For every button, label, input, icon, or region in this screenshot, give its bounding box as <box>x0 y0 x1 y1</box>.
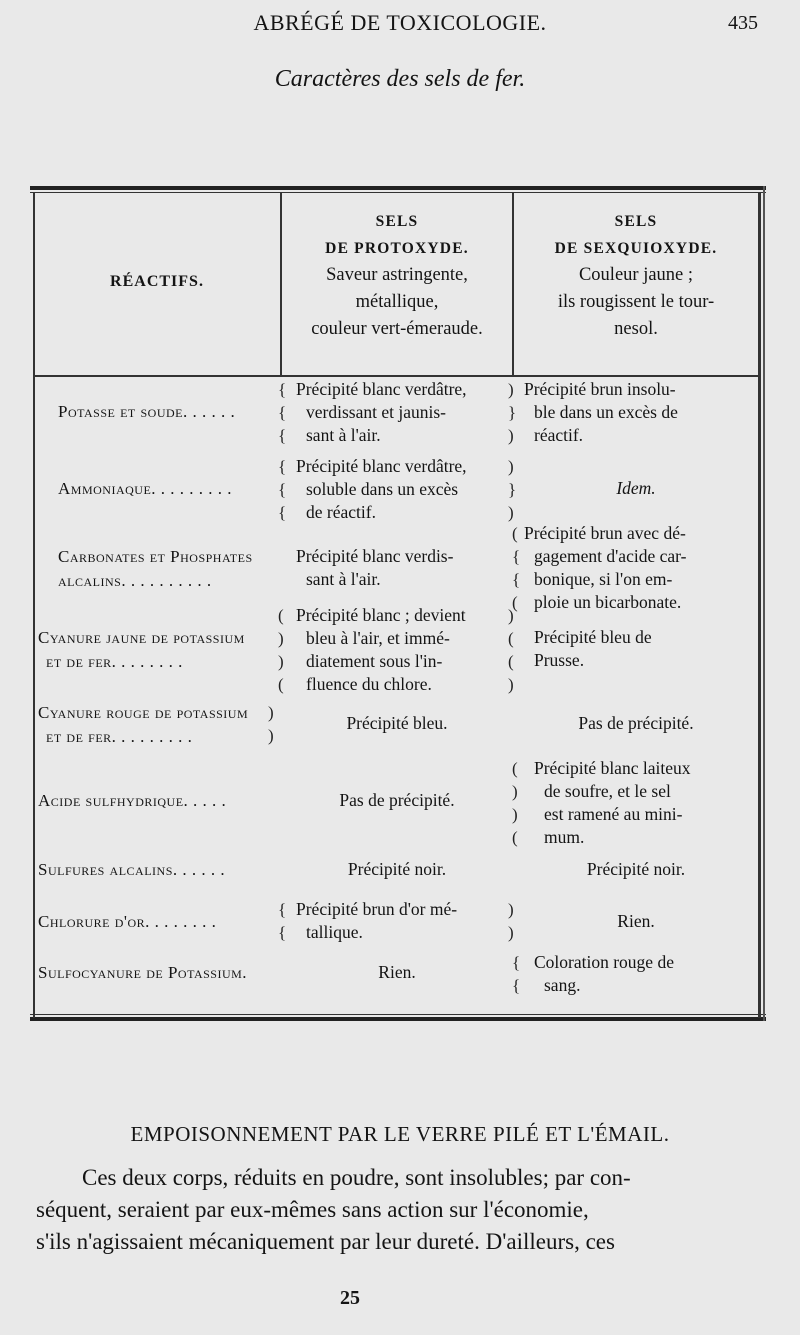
table-top-border-thin <box>30 192 766 193</box>
left-brace: { { <box>278 900 287 942</box>
cell-protoxyde: Pas de précipité. <box>339 790 455 810</box>
reagent-chlorure-or: Chlorure d'or. . . . . . . . <box>38 912 217 931</box>
cell-line: Précipité blanc verdâtre, <box>296 456 467 476</box>
header-rule <box>35 375 758 377</box>
right-brace: ) ) <box>268 703 274 745</box>
right-brace: ) } ) <box>508 380 517 445</box>
column-header-line: couleur vert-émeraude. <box>311 319 483 339</box>
reagent-potasse-soude: Potasse et soude. . . . . . <box>58 402 236 421</box>
column-header-line: Saveur astringente, <box>326 265 468 285</box>
reagent-carbonates-phosphates <box>58 545 280 593</box>
cell-line: bleu à l'air, et immé- <box>306 628 450 648</box>
signature-mark: 25 <box>340 1287 360 1309</box>
column-header-reactifs: RÉACTIFS. <box>110 273 204 290</box>
running-head: ABRÉGÉ DE TOXICOLOGIE. <box>253 10 547 35</box>
column-header-line: SELS <box>375 213 419 230</box>
left-brace: ( { { ( <box>512 524 521 612</box>
cell-protoxyde <box>296 455 517 524</box>
left-brace: { { <box>512 953 521 995</box>
table-caption: Caractères des sels de fer. <box>274 66 526 92</box>
reagent-line: et de fer. . . . . . . . . <box>46 727 193 746</box>
cell-protoxyde <box>296 604 514 696</box>
table-top-border <box>30 186 766 190</box>
cell-line: Coloration rouge de <box>534 952 674 972</box>
cell-line: ploie un bicarbonate. <box>534 592 682 612</box>
cell-sesquioxyde <box>524 522 760 614</box>
column-header-line: Couleur jaune ; <box>578 265 694 285</box>
cell-sesquioxyde: Précipité noir. <box>586 859 686 879</box>
left-brace: ( ) ) ( <box>278 606 284 694</box>
cell-sesquioxyde <box>534 626 758 672</box>
cell-protoxyde <box>296 898 514 944</box>
column-header-line: DE PROTOXYDE. <box>325 240 469 257</box>
column-header-line: SELS <box>614 213 658 230</box>
cell-line: mum. <box>544 827 585 847</box>
cell-line: Précipité brun insolu- <box>524 379 676 399</box>
cell-line: bonique, si l'on em- <box>534 569 673 589</box>
cell-sesquioxyde <box>524 378 760 447</box>
right-brace: ) ) <box>508 900 514 942</box>
table-left-border <box>33 192 35 1018</box>
cell-line: tallique. <box>306 922 363 942</box>
table-bottom-border <box>30 1017 766 1021</box>
column-header-sesquioxyde <box>514 208 758 343</box>
cell-line: Précipité brun avec dé- <box>524 523 686 543</box>
cell-line: sang. <box>544 975 581 995</box>
cell-line: Précipité blanc verdâtre, <box>296 379 467 399</box>
right-brace: ) ( ( ) <box>508 606 514 694</box>
table-bottom-border-thin <box>30 1014 766 1015</box>
reagent-line: Cyanure jaune de potassium <box>38 628 245 647</box>
cell-line: sant à l'air. <box>306 425 381 445</box>
page-number: 435 <box>728 12 758 34</box>
paragraph-line: séquent, seraient par eux-mêmes sans action sur l'économie, <box>36 1197 589 1222</box>
column-header-line: nesol. <box>614 319 658 339</box>
reagent-cyanure-jaune <box>38 626 260 674</box>
cell-line: diatement sous l'in- <box>306 651 443 671</box>
column-header-line: ils rougissent le tour- <box>557 292 715 312</box>
cell-protoxyde <box>296 545 514 591</box>
reagent-cyanure-rouge <box>38 701 260 749</box>
paragraph-line: Ces deux corps, réduits en poudre, sont insolubles; par con- <box>82 1165 631 1190</box>
section-title: EMPOISONNEMENT PAR LE VERRE PILÉ ET L'ÉMAIL. <box>130 1122 670 1146</box>
cell-line: Précipité blanc laiteux <box>534 758 691 778</box>
reagent-sulfocyanure: Sulfocyanure de Potassium. <box>38 963 248 982</box>
cell-line: est ramené au mini- <box>544 804 683 824</box>
left-brace: { { { <box>278 457 287 522</box>
reagent-ammoniaque: Ammoniaque. . . . . . . . . <box>58 479 233 498</box>
reagent-line: Carbonates et Phosphates <box>58 547 253 566</box>
cell-line: Précipité blanc verdis- <box>296 546 454 566</box>
right-brace: ) } ) <box>508 457 517 522</box>
cell-line: de réactif. <box>306 502 376 522</box>
cell-line: ble dans un excès de <box>534 402 678 422</box>
cell-sesquioxyde-idem: Idem. <box>616 478 656 498</box>
reagent-line: et de fer. . . . . . . . <box>46 652 183 671</box>
cell-line: verdissant et jaunis- <box>306 402 446 422</box>
left-brace: ( ) ) ( <box>512 759 518 847</box>
cell-protoxyde <box>296 378 517 447</box>
cell-line: Prusse. <box>534 650 585 670</box>
cell-sesquioxyde <box>534 951 758 997</box>
cell-line: réactif. <box>534 425 584 445</box>
column-header-protoxyde <box>282 208 512 343</box>
table-right-border-outer <box>763 186 765 1021</box>
cell-line: de soufre, et le sel <box>544 781 671 801</box>
cell-line: Précipité bleu de <box>534 627 652 647</box>
cell-line: Précipité brun d'or mé- <box>296 899 458 919</box>
cell-protoxyde: Précipité bleu. <box>346 713 448 733</box>
reagent-acide-sulfhydrique: Acide sulfhydrique. . . . . <box>38 791 227 810</box>
paragraph-line: s'ils n'agissaient mécaniquement par leur dureté. D'ailleurs, ces <box>36 1229 615 1254</box>
cell-protoxyde: Rien. <box>378 962 416 982</box>
cell-sesquioxyde: Pas de précipité. <box>578 713 694 733</box>
cell-sesquioxyde: Rien. <box>617 911 655 931</box>
cell-line: sant à l'air. <box>306 569 381 589</box>
cell-line: soluble dans un excès <box>306 479 459 499</box>
reagent-line: alcalins. . . . . . . . . . <box>58 571 212 590</box>
reagent-line: Cyanure rouge de potassium <box>38 703 249 722</box>
cell-sesquioxyde <box>534 757 758 849</box>
left-brace: { { { <box>278 380 287 445</box>
cell-line: fluence du chlore. <box>306 674 432 694</box>
cell-line: Précipité blanc ; devient <box>296 605 466 625</box>
cell-line: gagement d'acide car- <box>534 546 687 566</box>
column-header-line: DE SEXQUIOXYDE. <box>554 240 718 257</box>
reagent-sulfures-alcalins: Sulfures alcalins. . . . . . <box>38 860 226 879</box>
cell-protoxyde: Précipité noir. <box>347 859 447 879</box>
column-header-line: métallique, <box>355 292 439 312</box>
